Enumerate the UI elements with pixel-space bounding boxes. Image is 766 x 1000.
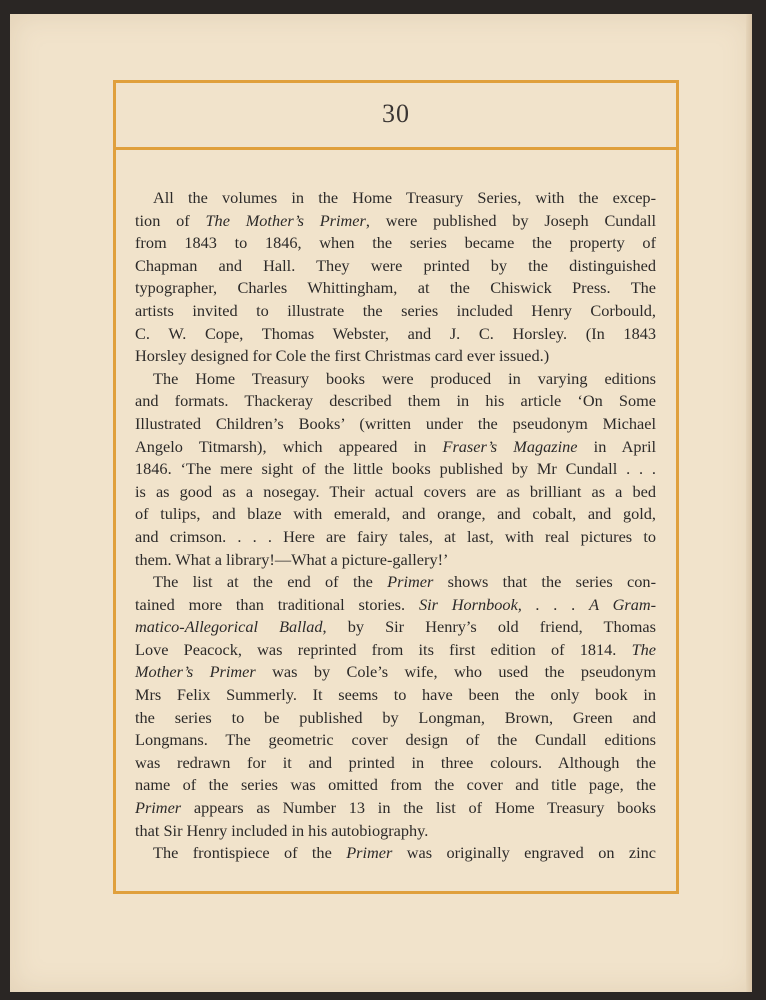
text-line: tion of The Mother’s Primer, were published by Joseph Cundall	[135, 210, 657, 230]
text-line: Primer appears as Number 13 in the list of Home Treasury books	[135, 798, 656, 818]
italic-title: Primer	[387, 572, 434, 592]
page-number: 30	[382, 99, 410, 128]
text-line: them. What a library!—What a picture-gallery!’	[135, 549, 449, 569]
paragraph	[135, 187, 656, 368]
text-line: of tulips, and blaze with emerald, and orange, and cobalt, and gold,	[135, 504, 656, 524]
italic-title: matico-Allegorical Ballad	[135, 617, 323, 637]
italic-title: Primer	[135, 798, 182, 818]
text-line: matico-Allegorical Ballad, by Sir Henry’s old friend, Thomas	[135, 617, 656, 637]
text-line: The list at the end of the Primer shows that the series con-	[153, 572, 656, 592]
text-line: is as good as a nosegay. Their actual covers are as brilliant as a bed	[135, 481, 656, 501]
text-line: name of the series was omitted from the cover and title page, the	[135, 775, 656, 795]
italic-title: Sir Hornbook, . . . A Gram-	[418, 594, 657, 614]
paragraph	[135, 842, 656, 865]
paragraph	[135, 571, 656, 842]
text-line: artists invited to illustrate the series included Henry Corbould,	[135, 300, 656, 320]
text-line: and crimson. . . . Here are fairy tales, at last, with real pictures to	[135, 526, 656, 546]
text-line: Illustrated Children’s Books’ (written under the pseudonym Michael	[135, 413, 656, 433]
text-line: The frontispiece of the Primer was originally engraved on zinc	[153, 843, 656, 863]
italic-title: Mother’s Primer	[135, 662, 256, 682]
text-line: Horsley designed for Cole the first Christmas card ever issued.)	[135, 346, 550, 366]
text-line: and formats. Thackeray described them in his article ‘On Some	[135, 391, 656, 411]
text-line: the series to be published by Longman, Brown, Green and	[135, 707, 656, 727]
italic-title: The	[631, 639, 656, 659]
text-line: typographer, Charles Whittingham, at the Chiswick Press. The	[135, 278, 656, 298]
page-edge	[746, 14, 752, 992]
text-line: tained more than traditional stories. Sir Hornbook, . . . A Gram-	[135, 594, 657, 614]
page-frame	[113, 80, 679, 894]
italic-title: Fraser’s Magazine	[442, 436, 578, 456]
text-line: from 1843 to 1846, when the series became the property of	[135, 233, 656, 253]
text-line: was redrawn for it and printed in three colours. Although the	[135, 752, 656, 772]
text-line: C. W. Cope, Thomas Webster, and J. C. Horsley. (In 1843	[135, 323, 656, 343]
paragraph	[135, 368, 656, 571]
text-line: Longmans. The geometric cover design of the Cundall editions	[135, 730, 656, 750]
text-line: Love Peacock, was reprinted from its first edition of 1814. The	[135, 639, 656, 659]
text-line: 1846. ‘The mere sight of the little books published by Mr Cundall . . .	[135, 459, 656, 479]
italic-title: Primer	[346, 843, 393, 863]
book-page	[10, 14, 752, 992]
text-line: All the volumes in the Home Treasury Series, with the excep-	[153, 188, 656, 207]
text-line: The Home Treasury books were produced in varying editions	[153, 368, 656, 388]
body-text	[135, 187, 656, 865]
text-line: Angelo Titmarsh), which appeared in Fraser’s Magazine in April	[135, 436, 656, 456]
text-line: Mother’s Primer was by Cole’s wife, who used the pseudonym	[135, 662, 656, 682]
italic-title: The Mother’s Primer	[205, 210, 366, 230]
header-rule	[116, 147, 676, 150]
text-line: Chapman and Hall. They were printed by the distinguished	[135, 255, 656, 275]
text-line: Mrs Felix Summerly. It seems to have been the only book in	[135, 685, 656, 705]
text-line: that Sir Henry included in his autobiography.	[135, 820, 429, 840]
